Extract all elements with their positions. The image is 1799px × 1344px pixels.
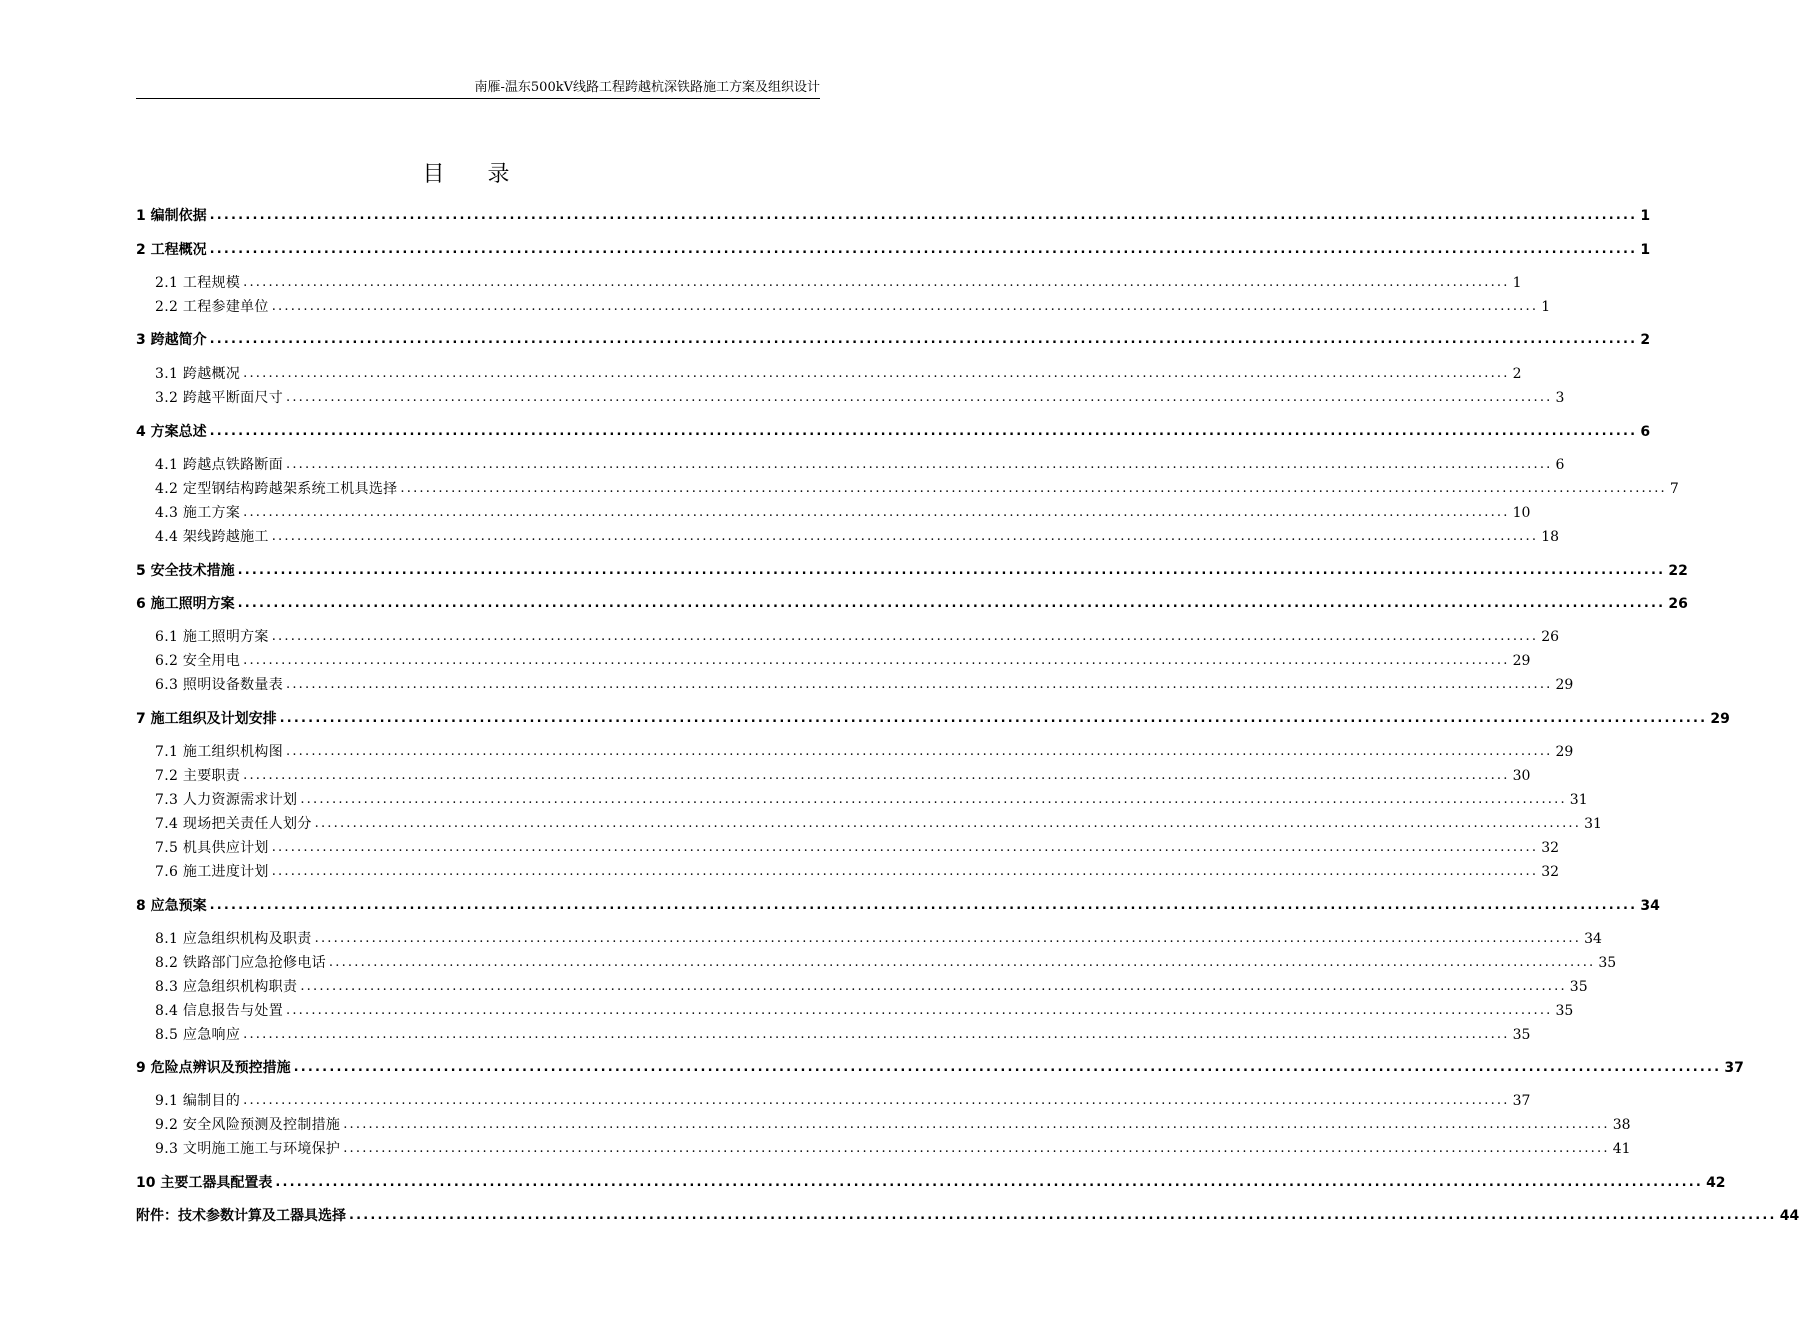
toc-entry-label: 7.4 现场把关责任人划分 — [155, 816, 312, 832]
toc-entry-label: 4.1 跨越点铁路断面 — [155, 457, 284, 473]
toc-section-entry[interactable] — [155, 364, 1522, 384]
toc-dot-leader: ........................................................................................................................................................................................................ — [243, 768, 1510, 783]
toc-title: 目 录 — [422, 162, 528, 187]
toc-section-entry[interactable] — [155, 503, 1531, 523]
toc-section-entry[interactable] — [155, 1025, 1531, 1045]
toc-chapter-entry[interactable] — [136, 1206, 1799, 1226]
toc-page-number: 35 — [1569, 979, 1588, 995]
toc-page-number: 1 — [1541, 299, 1551, 315]
toc-section-entry[interactable] — [155, 273, 1522, 293]
toc-entry-label: 4.4 架线跨越施工 — [155, 529, 269, 545]
toc-entry-label: 8.5 应急响应 — [155, 1027, 241, 1043]
toc-page-number: 1 — [1640, 242, 1651, 258]
toc-entry-label: 2.2 工程参建单位 — [155, 299, 269, 315]
toc-section-entry[interactable] — [155, 479, 1679, 499]
toc-chapter-entry[interactable] — [136, 422, 1651, 442]
toc-dot-leader: ........................................................................................................................................................................................................ — [275, 1175, 1704, 1190]
toc-section-entry[interactable] — [155, 527, 1560, 547]
toc-page-number: 44 — [1779, 1208, 1799, 1224]
toc-section-entry[interactable] — [155, 1091, 1531, 1111]
toc-section-entry[interactable] — [155, 627, 1560, 647]
toc-section-entry[interactable] — [155, 455, 1565, 475]
toc-chapter-entry[interactable] — [136, 594, 1688, 614]
toc-entry-label: 9.2 安全风险预测及控制措施 — [155, 1117, 341, 1133]
toc-page-number: 35 — [1512, 1027, 1531, 1043]
toc-dot-leader: ........................................................................................................................................................................................................ — [209, 898, 1638, 913]
toc-section-entry[interactable] — [155, 651, 1531, 671]
toc-dot-leader: ........................................................................................................................................................................................................ — [243, 1027, 1510, 1042]
toc-dot-leader: ........................................................................................................................................................................................................ — [237, 563, 1666, 578]
toc-dot-leader: ........................................................................................................................................................................................................ — [300, 792, 1567, 807]
toc-dot-leader: ........................................................................................................................................................................................................ — [243, 366, 1510, 381]
toc-entry-label: 6.1 施工照明方案 — [155, 629, 269, 645]
toc-entry-label: 7.2 主要职责 — [155, 768, 241, 784]
page-header: 南雁-温东500kV线路工程跨越杭深铁路施工方案及组织设计 — [136, 78, 820, 99]
toc-dot-leader: ........................................................................................................................................................................................................ — [343, 1141, 1610, 1156]
toc-entry-label: 4.3 施工方案 — [155, 505, 241, 521]
toc-page-number: 34 — [1640, 898, 1660, 914]
toc-entry-label: 8.3 应急组织机构职责 — [155, 979, 298, 995]
toc-dot-leader: ........................................................................................................................................................................................................ — [271, 529, 1539, 544]
toc-entry-label: 3 跨越简介 — [136, 332, 207, 348]
toc-chapter-entry[interactable] — [136, 561, 1688, 581]
toc-page-number: 26 — [1668, 596, 1688, 612]
toc-chapter-entry[interactable] — [136, 206, 1651, 226]
toc-section-entry[interactable] — [155, 929, 1602, 949]
toc-entry-label: 3.2 跨越平断面尺寸 — [155, 390, 284, 406]
toc-dot-leader: ........................................................................................................................................................................................................ — [286, 744, 1553, 759]
toc-section-entry[interactable] — [155, 1001, 1574, 1021]
toc-chapter-entry[interactable] — [136, 330, 1651, 350]
toc-chapter-entry[interactable] — [136, 1058, 1744, 1078]
toc-page-number: 34 — [1584, 931, 1602, 947]
toc-entry-label: 1 编制依据 — [136, 208, 207, 224]
toc-entry-label: 7.3 人力资源需求计划 — [155, 792, 298, 808]
toc-page-number: 42 — [1706, 1175, 1726, 1191]
toc-dot-leader: ........................................................................................................................................................................................................ — [209, 208, 1638, 223]
toc-entry-label: 8.2 铁路部门应急抢修电话 — [155, 955, 326, 971]
toc-entry-label: 8.1 应急组织机构及职责 — [155, 931, 312, 947]
toc-page-number: 31 — [1569, 792, 1588, 808]
toc-section-entry[interactable] — [155, 977, 1588, 997]
toc-dot-leader: ........................................................................................................................................................................................................ — [286, 677, 1553, 692]
toc-dot-leader: ........................................................................................................................................................................................................ — [279, 711, 1708, 726]
toc-entry-label: 4 方案总述 — [136, 424, 207, 440]
toc-section-entry[interactable] — [155, 862, 1560, 882]
toc-dot-leader: ........................................................................................................................................................................................................ — [286, 390, 1553, 405]
toc-entry-label: 6.2 安全用电 — [155, 653, 241, 669]
toc-dot-leader: ........................................................................................................................................................................................................ — [243, 505, 1510, 520]
toc-section-entry[interactable] — [155, 742, 1574, 762]
toc-dot-leader: ........................................................................................................................................................................................................ — [271, 299, 1539, 314]
toc-dot-leader: ........................................................................................................................................................................................................ — [314, 816, 1582, 831]
toc-dot-leader: ........................................................................................................................................................................................................ — [271, 629, 1539, 644]
toc-dot-leader: ........................................................................................................................................................................................................ — [209, 242, 1638, 257]
toc-dot-leader: ........................................................................................................................................................................................................ — [314, 931, 1582, 946]
toc-section-entry[interactable] — [155, 838, 1560, 858]
toc-entry-label: 3.1 跨越概况 — [155, 366, 241, 382]
toc-entry-label: 4.2 定型钢结构跨越架系统工机具选择 — [155, 481, 398, 497]
toc-page-number: 35 — [1598, 955, 1617, 971]
toc-page-number: 32 — [1541, 840, 1560, 856]
toc-chapter-entry[interactable] — [136, 896, 1660, 916]
toc-chapter-entry[interactable] — [136, 709, 1730, 729]
toc-entry-label: 7.1 施工组织机构图 — [155, 744, 284, 760]
toc-dot-leader: ........................................................................................................................................................................................................ — [271, 840, 1539, 855]
toc-entry-label: 6 施工照明方案 — [136, 596, 235, 612]
toc-page-number: 37 — [1512, 1093, 1531, 1109]
toc-entry-label: 2 工程概况 — [136, 242, 207, 258]
toc-dot-leader: ........................................................................................................................................................................................................ — [400, 481, 1667, 496]
toc-dot-leader: ........................................................................................................................................................................................................ — [349, 1208, 1777, 1223]
toc-dot-leader: ........................................................................................................................................................................................................ — [293, 1060, 1722, 1075]
toc-page-number: 37 — [1724, 1060, 1744, 1076]
toc-section-entry[interactable] — [155, 675, 1574, 695]
toc-page-number: 6 — [1555, 457, 1565, 473]
toc-dot-leader: ........................................................................................................................................................................................................ — [328, 955, 1596, 970]
toc-page-number: 29 — [1555, 677, 1574, 693]
toc-dot-leader: ........................................................................................................................................................................................................ — [286, 457, 1553, 472]
toc-dot-leader: ........................................................................................................................................................................................................ — [209, 424, 1638, 439]
toc-page-number: 41 — [1612, 1141, 1631, 1157]
toc-section-entry[interactable] — [155, 766, 1531, 786]
toc-page-number: 29 — [1555, 744, 1574, 760]
toc-section-entry[interactable] — [155, 1115, 1631, 1135]
toc-entry-label: 6.3 照明设备数量表 — [155, 677, 284, 693]
toc-page-number: 29 — [1710, 711, 1730, 727]
toc-page-number: 7 — [1669, 481, 1679, 497]
toc-dot-leader: ........................................................................................................................................................................................................ — [243, 653, 1510, 668]
toc-page-number: 22 — [1668, 563, 1688, 579]
toc-entry-label: 9.1 编制目的 — [155, 1093, 241, 1109]
toc-dot-leader: ........................................................................................................................................................................................................ — [300, 979, 1567, 994]
toc-dot-leader: ........................................................................................................................................................................................................ — [237, 596, 1666, 611]
toc-section-entry[interactable] — [155, 388, 1565, 408]
toc-entry-label: 7 施工组织及计划安排 — [136, 711, 277, 727]
toc-page-number: 2 — [1640, 332, 1651, 348]
toc-dot-leader: ........................................................................................................................................................................................................ — [286, 1003, 1553, 1018]
toc-entry-label: 7.6 施工进度计划 — [155, 864, 269, 880]
toc-section-entry[interactable] — [155, 790, 1588, 810]
toc-page-number: 26 — [1541, 629, 1560, 645]
toc-section-entry[interactable] — [155, 814, 1602, 834]
toc-entry-label: 9 危险点辨识及预控措施 — [136, 1060, 291, 1076]
toc-section-entry[interactable] — [155, 297, 1551, 317]
toc-page-number: 1 — [1512, 275, 1522, 291]
toc-entry-label: 8.4 信息报告与处置 — [155, 1003, 284, 1019]
toc-page-number: 31 — [1584, 816, 1602, 832]
toc-entry-label: 8 应急预案 — [136, 898, 207, 914]
toc-dot-leader: ........................................................................................................................................................................................................ — [343, 1117, 1610, 1132]
toc-entry-label: 7.5 机具供应计划 — [155, 840, 269, 856]
toc-page-number: 1 — [1640, 208, 1651, 224]
toc-entry-label: 5 安全技术措施 — [136, 563, 235, 579]
toc-page-number: 10 — [1512, 505, 1531, 521]
toc-dot-leader: ........................................................................................................................................................................................................ — [271, 864, 1539, 879]
toc-chapter-entry[interactable] — [136, 1173, 1726, 1193]
toc-dot-leader: ........................................................................................................................................................................................................ — [209, 332, 1638, 347]
toc-section-entry[interactable] — [155, 1139, 1631, 1159]
toc-page-number: 3 — [1555, 390, 1565, 406]
toc-chapter-entry[interactable] — [136, 240, 1651, 260]
toc-dot-leader: ........................................................................................................................................................................................................ — [243, 1093, 1510, 1108]
toc-section-entry[interactable] — [155, 953, 1617, 973]
toc-page-number: 30 — [1512, 768, 1531, 784]
toc-page-number: 32 — [1541, 864, 1560, 880]
toc-entry-label: 2.1 工程规模 — [155, 275, 241, 291]
toc-page-number: 38 — [1612, 1117, 1631, 1133]
toc-entry-label: 附件：技术参数计算及工器具选择 — [136, 1208, 346, 1224]
toc-page-number: 35 — [1555, 1003, 1574, 1019]
toc-entry-label: 9.3 文明施工施工与环境保护 — [155, 1141, 341, 1157]
toc-dot-leader: ........................................................................................................................................................................................................ — [243, 275, 1510, 290]
toc-page-number: 18 — [1541, 529, 1560, 545]
toc-page-number: 29 — [1512, 653, 1531, 669]
toc-entry-label: 10 主要工器具配置表 — [136, 1175, 273, 1191]
toc-page-number: 2 — [1512, 366, 1522, 382]
toc-page-number: 6 — [1640, 424, 1651, 440]
